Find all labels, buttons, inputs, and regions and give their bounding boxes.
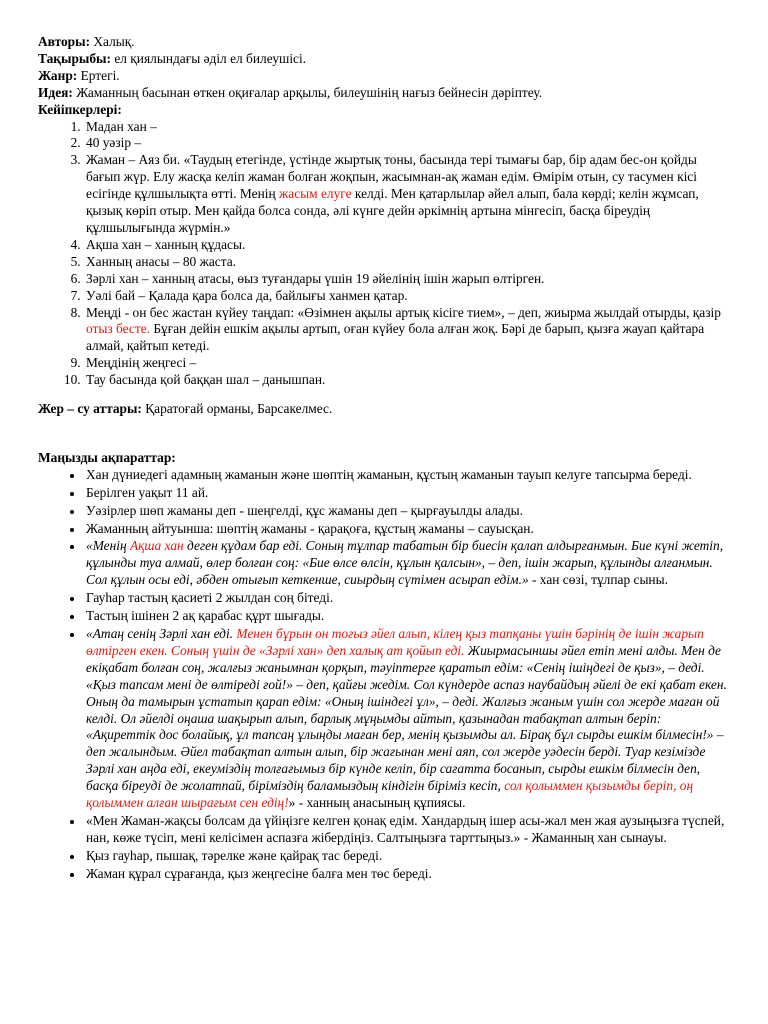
info-item xyxy=(84,866,728,883)
quote-attribution: » - ханның анасының құпиясы. xyxy=(288,795,466,811)
info-text: Гауһар тастың қасиеті 2 жылдан соң бітеді. xyxy=(86,590,334,606)
character-item xyxy=(84,355,728,372)
character-item xyxy=(84,288,728,305)
character-item xyxy=(84,237,728,254)
quote-attribution: - хан сөзі, тұлпар сыны. xyxy=(528,572,668,588)
character-item xyxy=(84,254,728,271)
characters-label: Кейіпкерлері: xyxy=(38,101,122,117)
info-list xyxy=(38,467,728,883)
genre-label: Жанр: xyxy=(38,67,78,83)
genre-line xyxy=(38,68,728,85)
idea-label: Идея: xyxy=(38,84,73,100)
characters-list xyxy=(38,119,728,390)
character-text: Меңді - он бес жастан күйеу таңдап: «Өзімнен ақылы артық кісіге тием», – деп, жиырма жылдай отырды, қазір xyxy=(86,304,721,320)
info-text: «Мен Жаман-жақсы болсам да үйіңізге келген қонақ едім. Хандардың ішер асы-жал мен жая аузыңызға түспей, нан, көже түсіп, мені келісімен аспазға жібердіңіз. Салтыңызға тарттыңыз.» - Жаманның хан сынауы. xyxy=(86,812,725,845)
character-item xyxy=(84,271,728,288)
character-text: Меңдінің жеңгесі – xyxy=(86,355,197,371)
info-item xyxy=(84,608,728,625)
character-text: Мадан хан – xyxy=(86,118,157,134)
theme-value: ел қиялындағы әділ ел билеушісі. xyxy=(110,50,307,66)
genre-value: Ертегі. xyxy=(77,67,120,83)
info-text: Жаман құрал сұрағанда, қыз жеңгесіне балға мен төс береді. xyxy=(86,865,432,881)
info-item xyxy=(84,626,728,812)
quote-highlight: Менен бұрын он тоғыз әйел алып, кілең қыз тапқаны үшін бәрінің де ішін жарып өлтірген екен. Соның үшін де «Зәрлі хан» деп халық ат қойып еді. xyxy=(86,626,704,658)
info-item xyxy=(84,485,728,502)
info-item xyxy=(84,813,728,847)
quote-highlight: Ақша хан xyxy=(129,538,184,554)
character-text: Тау басында қой баққан шал – данышпан. xyxy=(86,372,326,388)
quote-highlight: сол қолыммен қызымды беріп, оң қолыммен алған шырағым сен едің! xyxy=(86,778,694,811)
info-text: Берілген уақыт 11 ай. xyxy=(86,484,209,500)
idea-line xyxy=(38,85,728,102)
authors-value: Халық. xyxy=(90,34,135,49)
authors-line xyxy=(38,34,728,51)
character-text: 40 уәзір – xyxy=(86,135,142,151)
character-text: Жаман – Аяз би. «Таудың етегінде, үстінде жыртық тоны, басында тері тымағы бар, бір адам бес-он қойды бағып жүр. Елу жасқа келіп жаман болған жоқпын, жасымнан-ақ жаман едім. Өмірім отын, су тасумен кісі есігінде құлшылықта өтті. Менің xyxy=(86,152,697,202)
info-item xyxy=(84,590,728,607)
character-item xyxy=(84,152,728,237)
places-value: Қаратоғай орманы, Барсакелмес. xyxy=(141,401,333,417)
character-highlight: отыз бесте. xyxy=(86,321,151,337)
places-line xyxy=(38,401,728,418)
quote-text: «Менің xyxy=(86,538,130,554)
character-text: Бұған дейін ешкім ақылы артып, оған күйеу бола алған жоқ. Бәрі де барып, қызға жауап қайтара алмай, қайтып кетеді. xyxy=(86,321,705,354)
idea-value: Жаманның басынан өткен оқиғалар арқылы, билеушінің нағыз бейнесін дәріптеу. xyxy=(72,84,543,100)
info-text: Қыз гауһар, пышақ, тәрелке және қайрақ тас береді. xyxy=(86,847,383,863)
quote-text: Жиырмасыншы әйел етіп мені алды. Мен де екіқабат болған соң, жалғыз жанымнан қорқып, тәуіптерге қаратып едім: «Сенің ішіңдегі де қыз», – деді. «Қыз тапсам мені де өлтіреді ғой!» – деп, қайғы жедім. Сол күндерде аспаз наубайдың әйелі де екі қабат екен. Оның да тамырын ұстатып қарап едім: «Оның ішіндегі ұл», – деді. Жалғыз жаным үшін сол жерде маған ой келді. Ол әйелді оңаша шақырып алып, барлық мұңымды айтып, қазынадан табақтап алтын беріп: «Ақиреттік дос болайық, ұл тапсаң ұлыңды маған бер, менің қызымды ал. Бірақ бұл сырды ешкім білмесін!» – деп жалындым. Әйел табақтап алтын алып, бір жағынан мені аяп, сол жерде уәдесін берді. Туар кезімізде Зәрлі хан аңда еді, екеуміздің толғағымыз бір күнде келіп, бір сағатта босанып, сырды ешкім білмесін деп, басқа біреуді де жолатпай, біріміздің баламыздың кіндігін біріміз кесіп, xyxy=(86,642,727,794)
info-text: Хан дүниедегі адамның жаманын және шөптің жаманын, құстың жаманын тауып келуге тапсырма береді. xyxy=(86,466,692,482)
info-text: Тастың ішінен 2 ақ қарабас құрт шығады. xyxy=(86,608,325,624)
info-text: Жаманның айтуынша: шөптің жаманы - қарақоға, құстың жаманы – сауысқан. xyxy=(86,520,534,536)
character-text: Ханның анасы – 80 жаста. xyxy=(86,253,237,269)
info-heading xyxy=(38,450,728,467)
spacer xyxy=(38,418,728,450)
character-item xyxy=(84,119,728,136)
quote-text: деген құдам бар еді. Соның тұлпар табатын бір биесін қалап алдырғанмын. Бие күні жетіп, құлынды туа алмай, өлер болған соң: «Бие өлсе өлсін, құлын қалсын», – деп, ішін жарып, құлынды алғанмын. Сол құлын осы еді, әбден отығып кеткенше, сиырдың сүтімен асырап едім.» xyxy=(86,538,724,588)
theme-line xyxy=(38,51,728,68)
places-label: Жер – су аттары: xyxy=(38,401,142,417)
info-item xyxy=(84,521,728,538)
character-item xyxy=(84,372,728,389)
quote-text: «Атаң сенің Зәрлі хан еді. xyxy=(86,626,237,641)
character-text: Ақша хан – ханның құдасы. xyxy=(86,236,246,252)
character-item xyxy=(84,135,728,152)
character-highlight: жасым елуге xyxy=(279,186,352,202)
info-item xyxy=(84,848,728,865)
authors-label: Авторы: xyxy=(38,34,91,49)
character-text: Уәлі бай – Қалада қара болса да, байлығы ханмен қатар. xyxy=(86,287,408,303)
info-item xyxy=(84,467,728,484)
info-text: Уәзірлер шөп жаманы деп - шеңгелді, құс жаманы деп – қырғауылды алады. xyxy=(86,502,524,518)
characters-heading xyxy=(38,102,728,119)
character-text: келді. Мен қатарлылар әйел алып, бала көрді; келін жұмсап, қызық көріп отыр. Мен қайда болса сонда, әлі күнге дейн әркімнің артына мінгесіп, басқа біреудің құлшылығында жүрмін.» xyxy=(86,186,699,235)
character-item xyxy=(84,305,728,356)
spacer xyxy=(38,389,728,401)
info-title: Маңызды ақпараттар: xyxy=(38,449,176,465)
theme-label: Тақырыбы: xyxy=(38,50,111,66)
character-text: Зәрлі хан – ханның атасы, өыз туғандары үшін 19 әйелінің ішін жарып өлтірген. xyxy=(86,270,545,286)
info-item xyxy=(84,503,728,520)
info-item xyxy=(84,538,728,589)
